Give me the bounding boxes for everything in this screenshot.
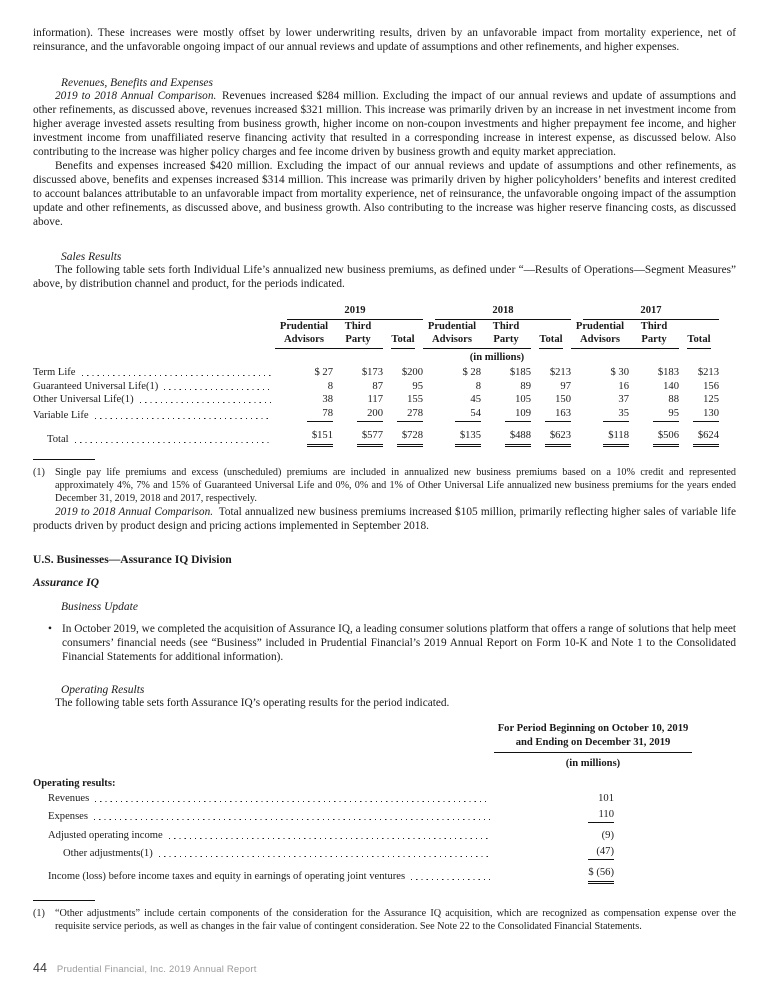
cell-value: 8	[475, 380, 481, 392]
cell-value: 109	[505, 407, 531, 423]
cell-value: $488	[505, 429, 531, 447]
cell-value: 97	[560, 380, 571, 392]
dot-leader	[94, 808, 490, 824]
cell-value: (9)	[601, 830, 614, 842]
footnote-text: Single pay life premiums and excess (unscheduled) premiums are included in annualized new business premiums based on a 10% credit and represented approximately 4%, 7% and 15% of Guaranteed Universal Life and 0%, 0% and 1% of Other Universal Life annualized new business premiums for the years ended December 31, 2019, 2018 and 2017, respectively.	[55, 466, 736, 504]
cell-value: 155	[407, 394, 423, 405]
cell-value: $183	[657, 367, 679, 378]
row-label: Revenues	[48, 793, 90, 805]
cell-value: 163	[545, 407, 571, 423]
footer-report-title: Prudential Financial, Inc. 2019 Annual Report	[56, 964, 257, 975]
cell-value: 8	[327, 380, 333, 392]
dot-leader	[140, 393, 271, 407]
cell-value: 16	[618, 380, 629, 392]
footnote-marker: (1)	[33, 466, 45, 478]
paragraph-lead-italic: 2019 to 2018 Annual Comparison.	[55, 90, 217, 102]
operating-results-table	[33, 722, 736, 884]
cell-value: $200	[401, 367, 423, 378]
units-note: (in millions)	[469, 351, 525, 363]
period-header-line1: For Period Beginning on October 10, 2019	[497, 723, 689, 735]
col-header-prudential-advisors: Prudential Advisors	[423, 320, 481, 349]
table-row	[33, 393, 719, 407]
cell-value: 140	[663, 380, 679, 392]
bullet-text: In October 2019, we completed the acquisition of Assurance IQ, a leading consumer solutions platform that offers a range of solutions that help meet consumers’ financial needs (see “Business” included in Prudential Financial’s 2019 Annual Report on Form 10-K and Note 1 to the Consolidated Financial Statements for additional information).	[62, 623, 736, 664]
cell-value: $213	[549, 367, 571, 378]
year-header-2018: 2018	[435, 304, 571, 320]
column-header-row	[33, 320, 719, 349]
heading-operating-results: Operating Results	[61, 684, 145, 697]
cell-value: 110	[588, 808, 614, 824]
paragraph-operating-results-intro: The following table sets forth Assurance IQ’s operating results for the period indicated.	[55, 697, 450, 710]
cell-value: (47)	[588, 845, 614, 861]
footnote-text: “Other adjustments” include certain components of the consideration for the Assurance IQ acquisition, which are recognized as compensation expense over the requisite service periods, as well as changes in the fair value of contingent consideration. See Note 22 to the Consolidated Financial Statements.	[55, 907, 736, 932]
cell-value: $ 28	[462, 367, 481, 378]
col-header-third-party: Third Party	[333, 320, 383, 349]
cell-value: 101	[598, 793, 614, 805]
heading-business-update: Business Update	[61, 601, 138, 614]
cell-value: 95	[412, 380, 423, 392]
sales-table	[33, 304, 719, 447]
paragraph-revenues-text: Revenues increased $284 million. Excluding the impact of our annual reviews and update of assumptions and other refinements, as discussed above, revenues increased $321 million. This increase was primarily driven by an increase in net investment income from higher average invested assets resulting from business growth, higher income on non-coupon investments and higher prepayment fee income, and higher investment income from unaffiliated reserve financing activity that resulted in a corresponding increase in interest expense, as discussed below. Also contributing to the increase was higher policy charges and fee income driven by business growth and equity market appreciation.	[33, 90, 736, 158]
header-rule	[494, 752, 692, 753]
cell-value: 45	[470, 394, 481, 405]
page-footer	[33, 961, 257, 975]
units-note: (in millions)	[565, 758, 621, 770]
footnote-separator	[33, 459, 95, 460]
cell-value: $151	[307, 429, 333, 447]
cell-value: 87	[372, 380, 383, 392]
cell-value: 95	[653, 407, 679, 423]
cell-value: $ 30	[610, 367, 629, 378]
cell-value: 150	[555, 394, 571, 405]
row-label: Other adjustments(1)	[63, 847, 153, 859]
year-header-2017: 2017	[583, 304, 719, 320]
cell-value: $ (56)	[588, 866, 614, 884]
cell-value: $135	[455, 429, 481, 447]
units-row	[33, 349, 719, 367]
cell-value: $506	[653, 429, 679, 447]
cell-value: 88	[668, 394, 679, 405]
cell-value: 37	[618, 394, 629, 405]
dot-leader	[95, 792, 490, 806]
intro-paragraph: information). These increases were mostly offset by lower underwriting results, driven by an unfavorable impact from mortality experience, net of reinsurance, and the unfavorable ongoing impact of our annual reviews and update of assumptions and other refinements, and higher expenses.	[33, 27, 736, 53]
table-row	[33, 380, 719, 394]
cell-value: $173	[361, 367, 383, 378]
footnote-2	[33, 907, 736, 933]
bullet-icon: •	[48, 623, 52, 636]
row-label: Other Universal Life(1)	[33, 394, 134, 405]
row-label: Variable Life	[33, 409, 89, 421]
year-header-2019: 2019	[287, 304, 423, 320]
row-label: Income (loss) before income taxes and equity in earnings of operating joint ventures	[48, 871, 406, 883]
col-header-third-party: Third Party	[481, 320, 531, 349]
col-header-prudential-advisors: Prudential Advisors	[275, 320, 333, 349]
table-total-row	[33, 866, 736, 884]
cell-value: $213	[697, 367, 719, 378]
dot-leader	[82, 366, 272, 380]
cell-value: 54	[455, 407, 481, 423]
col-header-total: Total	[539, 333, 562, 349]
cell-value: 156	[703, 380, 719, 392]
cell-value: 38	[322, 394, 333, 405]
col-header-third-party: Third Party	[629, 320, 679, 349]
paragraph-sales-comparison	[33, 505, 736, 533]
paragraph-sales-intro: The following table sets forth Individual Life’s annualized new business premiums, as defined under “—Results of Operations—Segment Measures” above, by distribution channel and product, for the periods indicated.	[33, 264, 736, 290]
cell-value: 105	[515, 394, 531, 405]
col-header-prudential-advisors: Prudential Advisors	[571, 320, 629, 349]
dot-leader	[169, 829, 490, 843]
period-column-header	[462, 722, 724, 753]
heading-sales-results: Sales Results	[61, 251, 122, 263]
dot-leader	[159, 845, 490, 861]
cell-value: 200	[357, 407, 383, 423]
cell-value: 117	[367, 394, 383, 405]
cell-value: $118	[603, 429, 629, 447]
table-row	[33, 792, 736, 806]
cell-value: 125	[703, 394, 719, 405]
table-row	[33, 808, 736, 824]
row-label: Expenses	[48, 810, 89, 822]
table-total-row	[33, 422, 719, 447]
cell-value: 35	[603, 407, 629, 423]
row-label: Term Life	[33, 367, 76, 378]
dot-leader	[75, 433, 271, 447]
paragraph-benefits-expenses: Benefits and expenses increased $420 million. Excluding the impact of our annual reviews and update of assumptions and other refinements, as discussed above, benefits and expenses increased $314 million. This increase was primarily driven by higher policyholders’ benefits and interest credited to account balances attributable to an unfavorable impact from mortality experience, net of reinsurance, the unfavorable ongoing impact of the assumption update and other refinements, as discussed above, and business growth. Also contributing to the increase was higher reserve financing costs, as discussed above.	[33, 160, 736, 228]
cell-value: $185	[509, 367, 531, 378]
dot-leader	[164, 380, 271, 394]
row-label: Total	[47, 434, 69, 445]
footnote-1	[33, 466, 736, 506]
footnote-separator	[33, 900, 95, 901]
table-row	[33, 407, 719, 423]
heading-assurance-iq: Assurance IQ	[33, 576, 100, 590]
bullet-item	[48, 622, 736, 664]
cell-value: $ 27	[314, 367, 333, 378]
row-label: Adjusted operating income	[48, 830, 163, 842]
col-header-total: Total	[391, 333, 414, 349]
dot-leader	[95, 409, 271, 423]
table-row	[33, 366, 719, 380]
cell-value: $728	[397, 429, 423, 447]
cell-value: 89	[520, 380, 531, 392]
cell-value: $577	[357, 429, 383, 447]
group-label: Operating results:	[33, 777, 116, 789]
heading-revenues-benefits-expenses: Revenues, Benefits and Expenses	[61, 77, 213, 89]
cell-value: $623	[545, 429, 571, 447]
dot-leader	[411, 866, 490, 884]
col-header-total: Total	[687, 333, 710, 349]
cell-value: 78	[307, 407, 333, 423]
row-label: Guaranteed Universal Life(1)	[33, 380, 159, 392]
table-row	[33, 845, 736, 861]
paragraph-revenues	[33, 89, 736, 159]
paragraph-lead-italic: 2019 to 2018 Annual Comparison.	[55, 506, 214, 519]
period-header-line2: and Ending on December 31, 2019	[515, 736, 671, 748]
cell-value: 278	[397, 407, 423, 423]
paragraph-sales-comparison-text: Total annualized new business premiums increased $105 million, primarily reflecting higher sales of variable life products driven by product design and pricing actions implemented in September 2018.	[33, 506, 736, 533]
heading-us-businesses-assurance-iq-division: U.S. Businesses—Assurance IQ Division	[33, 553, 232, 567]
footnote-marker: (1)	[33, 907, 45, 919]
year-header-row	[33, 304, 719, 320]
page-number: 44	[33, 961, 47, 975]
cell-value: 130	[693, 407, 719, 423]
cell-value: $624	[693, 429, 719, 447]
table-row	[33, 829, 736, 843]
